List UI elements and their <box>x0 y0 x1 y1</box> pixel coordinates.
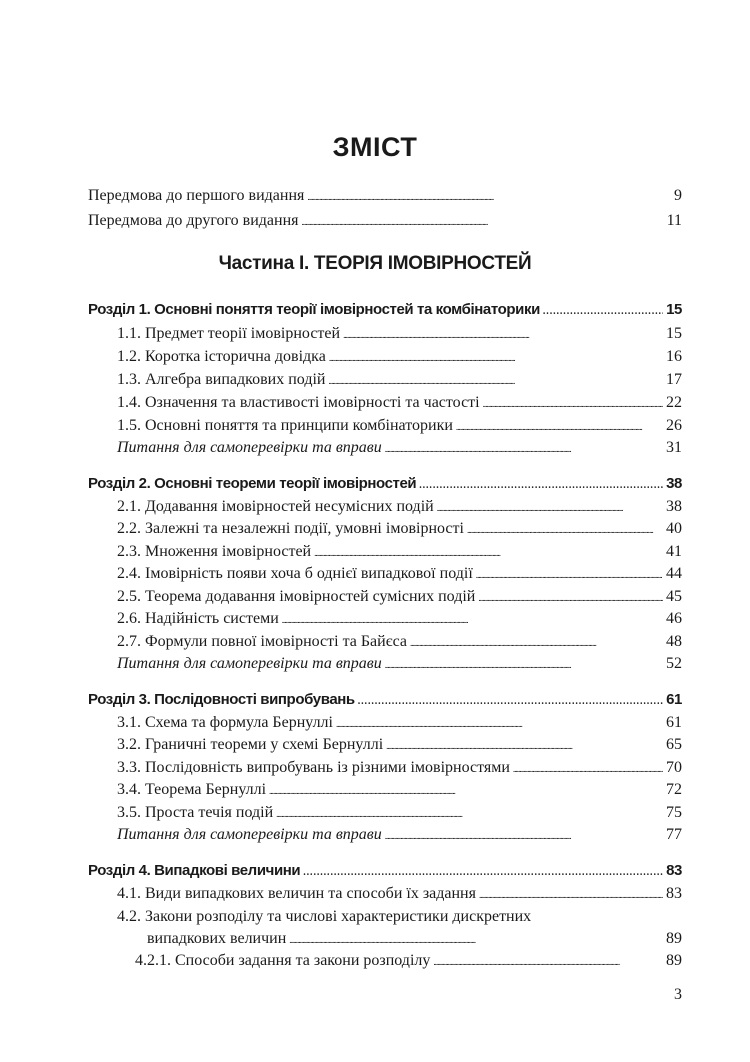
leader-dots <box>419 474 663 496</box>
toc-chapter-4[interactable] <box>88 861 682 881</box>
toc-page: 61 <box>666 714 682 731</box>
toc-entry-4-2-line1[interactable]: 4.2. Закони розподілу та числові характеристики дискретних <box>117 908 532 925</box>
toc-label: Передмова до другого видання <box>88 212 299 229</box>
toc-page: 83 <box>666 862 682 879</box>
leader-dots <box>358 690 663 712</box>
toc-entry-1-questions[interactable] <box>117 438 682 458</box>
toc-label: 3.4. Теорема Бернуллі <box>117 781 267 798</box>
toc-label: 3.3. Послідовність випробувань із різними імовірностями <box>117 759 510 776</box>
toc-chapter-1[interactable] <box>88 300 682 320</box>
leader-dots <box>386 735 663 756</box>
toc-page: 11 <box>666 212 682 229</box>
leader-dots <box>483 393 663 414</box>
toc-page: 45 <box>666 588 682 605</box>
toc-chapter-3[interactable] <box>88 690 682 710</box>
toc-page: 15 <box>666 325 682 342</box>
toc-entry-2-5[interactable] <box>117 587 682 607</box>
toc-label: 1.1. Предмет теорії імовірностей <box>117 325 341 342</box>
leader-dots <box>385 825 663 846</box>
leader-dots <box>282 609 663 630</box>
toc-page: 38 <box>666 475 682 492</box>
toc-page: 26 <box>666 417 682 434</box>
leader-dots <box>437 497 663 518</box>
toc-page: 70 <box>666 759 682 776</box>
toc-entry-3-5[interactable] <box>117 803 682 823</box>
toc-page: 75 <box>666 804 682 821</box>
toc-page: 22 <box>666 394 682 411</box>
toc-page: 17 <box>666 371 682 388</box>
toc-entry-4-1[interactable] <box>117 884 682 904</box>
leader-dots <box>314 542 663 563</box>
toc-label: Питання для самоперевірки та вправи <box>117 439 382 456</box>
leader-dots <box>329 347 663 368</box>
leader-dots <box>467 519 663 540</box>
toc-entry-2-3[interactable] <box>117 542 682 562</box>
toc-label: 4.1. Види випадкових величин та способи їх задання <box>117 885 476 902</box>
leader-dots <box>479 884 663 905</box>
toc-entry-3-1[interactable] <box>117 713 682 733</box>
leader-dots <box>456 416 663 437</box>
leader-dots <box>410 632 663 653</box>
toc-entry-2-6[interactable] <box>117 609 682 629</box>
toc-entry-3-3[interactable] <box>117 758 682 778</box>
toc-label: 2.6. Надійність системи <box>117 610 279 627</box>
leader-dots <box>302 211 664 232</box>
toc-page: 44 <box>666 565 682 582</box>
toc-entry-4-2[interactable] <box>147 929 682 949</box>
toc-entry-1-5[interactable] <box>117 416 682 436</box>
toc-page: 72 <box>666 781 682 798</box>
chapter-label: Розділ 3. Послідовності випробувань <box>88 691 355 708</box>
toc-page: 61 <box>666 691 682 708</box>
toc-label: Передмова до першого видання <box>88 187 305 204</box>
toc-entry-2-2[interactable] <box>117 519 682 539</box>
chapter-label: Розділ 1. Основні поняття теорії імовірностей та комбінаторики <box>88 301 540 318</box>
leader-dots <box>303 861 663 883</box>
toc-page: 89 <box>666 930 682 947</box>
toc-label: 3.2. Граничні теореми у схемі Бернуллі <box>117 736 384 753</box>
toc-entry-3-4[interactable] <box>117 780 682 800</box>
toc-page: 48 <box>666 633 682 650</box>
toc-page: 41 <box>666 543 682 560</box>
toc-label: 2.5. Теорема додавання імовірностей сумісних подій <box>117 588 476 605</box>
leader-dots <box>385 654 663 675</box>
leader-dots <box>343 324 663 345</box>
page-title: ЗМІСТ <box>332 132 418 162</box>
chapter-label: Розділ 2. Основні теореми теорії імовірностей <box>88 475 417 492</box>
toc-entry-1-4[interactable] <box>117 393 682 413</box>
toc-entry-1-2[interactable] <box>117 347 682 367</box>
toc-label: 1.4. Означення та властивості імовірності та частості <box>117 394 480 411</box>
toc-entry-3-questions[interactable] <box>117 825 682 845</box>
leader-dots <box>478 587 663 608</box>
toc-page: 16 <box>666 348 682 365</box>
toc-label: 2.7. Формули повної імовірності та Байєса <box>117 633 407 650</box>
leader-dots <box>307 186 671 207</box>
toc-page: 9 <box>674 187 682 204</box>
toc-label: 3.1. Схема та формула Бернуллі <box>117 714 333 731</box>
leader-dots <box>336 713 663 734</box>
toc-entry-2-7[interactable] <box>117 632 682 652</box>
toc-label: 2.4. Імовірність появи хоча б однієї випадкової події <box>117 565 473 582</box>
toc-entry-preface-2[interactable] <box>88 211 682 231</box>
toc-page: 15 <box>666 301 682 318</box>
toc-label: 1.3. Алгебра випадкових подій <box>117 371 326 388</box>
toc-page: 83 <box>666 885 682 902</box>
toc-entry-preface-1[interactable] <box>88 186 682 206</box>
toc-page: 31 <box>666 439 682 456</box>
toc-entry-1-1[interactable] <box>117 324 682 344</box>
toc-page: 65 <box>666 736 682 753</box>
chapter-label: Розділ 4. Випадкові величини <box>88 862 301 879</box>
toc-page: 52 <box>666 655 682 672</box>
toc-label: Питання для самоперевірки та вправи <box>117 655 382 672</box>
toc-page: 38 <box>666 498 682 515</box>
toc-label: 2.2. Залежні та незалежні події, умовні імовірності <box>117 520 464 537</box>
toc-entry-4-2-1[interactable] <box>135 951 682 971</box>
toc-page: 77 <box>666 826 682 843</box>
leader-dots <box>276 803 663 824</box>
toc-entry-2-questions[interactable] <box>117 654 682 674</box>
leader-dots <box>513 758 663 779</box>
toc-label: випадкових величин <box>147 930 287 947</box>
leader-dots <box>385 438 663 459</box>
toc-label: 1.5. Основні поняття та принципи комбінаторики <box>117 417 453 434</box>
leader-dots <box>476 564 663 585</box>
toc-entry-2-4[interactable] <box>117 564 682 584</box>
toc-label: 3.5. Проста течія подій <box>117 804 274 821</box>
toc-label: 2.3. Множення імовірностей <box>117 543 312 560</box>
toc-label: 4.2.1. Способи задання та закони розподілу <box>135 952 431 969</box>
leader-dots <box>543 300 663 322</box>
part-title: Частина I. ТЕОРІЯ ІМОВІРНОСТЕЙ <box>218 253 532 274</box>
toc-chapter-2[interactable] <box>88 474 682 494</box>
toc-page: 40 <box>666 520 682 537</box>
toc-page: 46 <box>666 610 682 627</box>
toc-page: 89 <box>666 952 682 969</box>
toc-label: Питання для самоперевірки та вправи <box>117 826 382 843</box>
leader-dots <box>269 780 663 801</box>
toc-label: 2.1. Додавання імовірностей несумісних подій <box>117 498 434 515</box>
toc-entry-3-2[interactable] <box>117 735 682 755</box>
leader-dots <box>433 951 663 972</box>
toc-label: 1.2. Коротка історична довідка <box>117 348 326 365</box>
page-number: 3 <box>674 986 682 1003</box>
toc-entry-1-3[interactable] <box>117 370 682 390</box>
toc-entry-2-1[interactable] <box>117 497 682 517</box>
leader-dots <box>328 370 663 391</box>
leader-dots <box>289 929 663 950</box>
